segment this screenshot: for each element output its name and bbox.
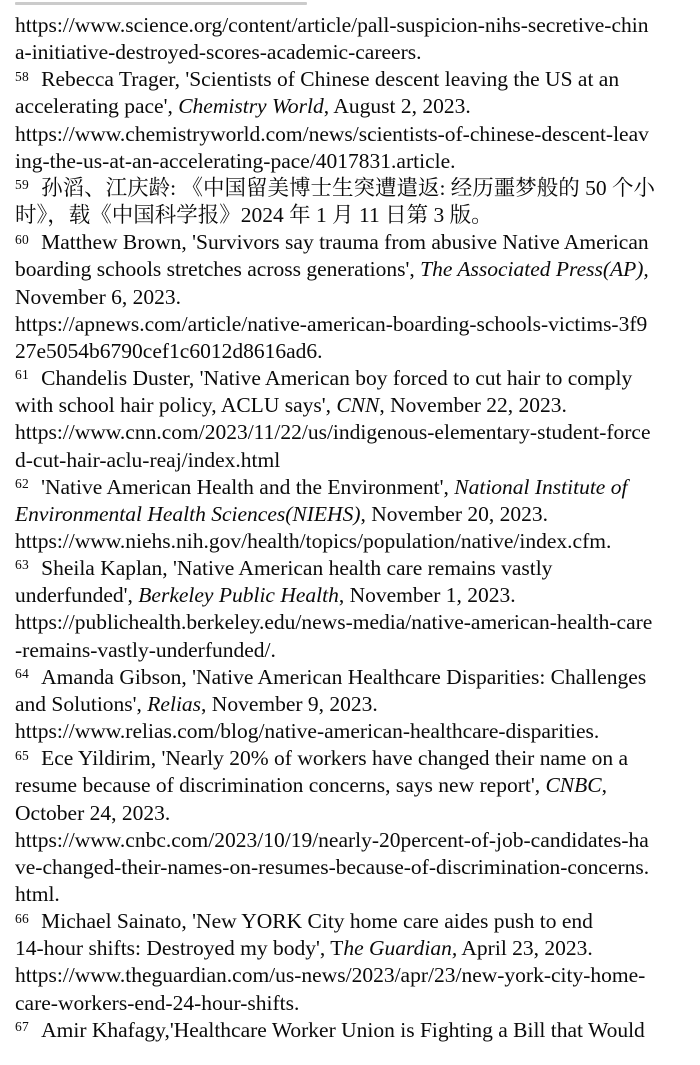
footnote-line (15, 908, 680, 935)
footnote-text: with school hair policy, ACLU says', (15, 393, 337, 418)
footnote-number: 59 (15, 177, 30, 193)
footnote-continuation-line (15, 827, 680, 854)
footnote-text: d-cut-hair-aclu-reaj/index.html (15, 447, 281, 472)
footnote-number: 64 (15, 666, 30, 682)
footnote-continuation-line (15, 935, 680, 962)
footnote-text: , November 9, 2023. (201, 691, 378, 716)
footnote-text: , November 1, 2023. (338, 583, 516, 608)
footnote-text: 时》，载《中国科学报》2024 年 1 月 11 日第 3 版。 (15, 203, 493, 228)
endnotes-body (15, 12, 680, 1044)
footnote-continuation-line (15, 12, 680, 39)
footnote-number: 66 (15, 910, 30, 926)
footnote-line (15, 365, 680, 392)
footnote-continuation-line (15, 854, 680, 881)
source-name-italic: CNBC (545, 773, 602, 798)
footnote-text: -remains-vastly-underfunded/. (15, 637, 276, 662)
source-name-italic: CNN (336, 393, 380, 418)
source-name-italic: National Institute of (454, 474, 628, 499)
footnote-line (15, 555, 680, 582)
footnote-text: resume because of discrimination concerns, says new report', (15, 773, 546, 798)
footnote-text: care-workers-end-24-hour-shifts. (15, 990, 300, 1015)
clipped-previous-line (15, 2, 307, 5)
footnote-continuation-line (15, 447, 680, 474)
footnote-text: https://www.cnbc.com/2023/10/19/nearly-20percent-of-job-candidates-ha (15, 827, 649, 852)
footnote-text: https://www.niehs.nih.gov/health/topics/population/native/index.cfm. (15, 528, 612, 553)
footnote-text: https://www.theguardian.com/us-news/2023/apr/23/new-york-city-home- (15, 963, 646, 988)
footnote-continuation-line (15, 990, 680, 1017)
footnote-continuation-line (15, 501, 680, 528)
footnote-continuation-line (15, 39, 680, 66)
source-name-italic: The Associated Press(AP), (420, 257, 649, 282)
source-name-italic: he Guardian, (343, 936, 458, 961)
footnote-text: 14-hour shifts: Destroyed my body', T (15, 936, 344, 961)
footnote-number: 65 (15, 747, 30, 763)
source-name-italic: Chemistry World (178, 94, 324, 119)
footnote-line (15, 66, 680, 93)
footnote-continuation-line (15, 691, 680, 718)
footnote-text: https://www.relias.com/blog/native-american-healthcare-disparities. (15, 719, 600, 744)
footnote-text: https://apnews.com/article/native-american-boarding-schools-victims-3f9 (15, 311, 648, 336)
footnote-continuation-line (15, 609, 680, 636)
footnote-text: , August 2, 2023. (323, 94, 471, 119)
footnote-text: Sheila Kaplan, 'Native American health care remains vastly (41, 556, 553, 581)
footnote-text: accelerating pace', (15, 94, 179, 119)
footnote-number: 61 (15, 367, 30, 383)
footnote-text: Matthew Brown, 'Survivors say trauma from abusive Native American (41, 230, 649, 255)
footnote-continuation-line (15, 148, 680, 175)
footnote-continuation-line (15, 93, 680, 120)
footnote-text: html. (15, 882, 60, 906)
footnote-continuation-line (15, 419, 680, 446)
footnote-text: underfunded', (15, 583, 139, 608)
footnote-text: , November 22, 2023. (379, 393, 567, 418)
footnote-continuation-line (15, 311, 680, 338)
footnote-continuation-line (15, 772, 680, 799)
footnote-text: Rebecca Trager, 'Scientists of Chinese descent leaving the US at an (41, 67, 620, 92)
footnote-text: ve-changed-their-names-on-resumes-because-of-discrimination-concerns. (15, 854, 650, 879)
footnote-line (15, 474, 680, 501)
footnote-continuation-line (15, 962, 680, 989)
footnote-text: Amir Khafagy,'Healthcare Worker Union is Fighting a Bill that Would (41, 1017, 645, 1042)
source-name-italic: Berkeley Public Health (138, 583, 339, 608)
footnote-line (15, 229, 680, 256)
footnote-continuation-line (15, 284, 680, 311)
footnote-text: Michael Sainato, 'New YORK City home care aides push to end (41, 909, 593, 934)
footnote-line (15, 1017, 680, 1044)
footnote-continuation-line (15, 528, 680, 555)
footnote-continuation-line (15, 338, 680, 365)
footnote-text: https://www.cnn.com/2023/11/22/us/indigenous-elementary-student-force (15, 420, 651, 445)
footnote-continuation-line (15, 637, 680, 664)
source-name-italic: Relias (147, 691, 202, 716)
footnote-text: a-initiative-destroyed-scores-academic-careers. (15, 40, 422, 65)
footnote-text: Ece Yildirim, 'Nearly 20% of workers have changed their name on a (41, 746, 629, 771)
footnote-text: boarding schools stretches across generations', (15, 257, 421, 282)
footnote-line (15, 664, 680, 691)
footnote-number: 58 (15, 68, 30, 84)
footnote-text: 27e5054b6790cef1c6012d8616ad6. (15, 338, 323, 363)
footnote-text: , (601, 773, 607, 798)
footnote-continuation-line (15, 256, 680, 283)
footnote-continuation-line (15, 202, 680, 229)
footnote-continuation-line (15, 392, 680, 419)
footnote-text: Amanda Gibson, 'Native American Healthcare Disparities: Challenges (41, 664, 647, 689)
footnote-line (15, 745, 680, 772)
footnote-text: October 24, 2023. (15, 800, 171, 825)
footnote-text: https://www.chemistryworld.com/news/scientists-of-chinese-descent-leav (15, 121, 649, 146)
footnote-text: https://publichealth.berkeley.edu/news-media/native-american-health-care (15, 610, 653, 635)
footnote-text: April 23, 2023. (457, 936, 593, 961)
footnote-continuation-line (15, 800, 680, 827)
footnote-text: 'Native American Health and the Environment', (41, 474, 455, 499)
footnote-text: https://www.science.org/content/article/pall-suspicion-nihs-secretive-chin (15, 13, 649, 37)
footnote-continuation-line (15, 582, 680, 609)
footnote-number: 62 (15, 476, 30, 491)
footnote-line (15, 175, 680, 202)
footnote-text: , November 20, 2023. (360, 501, 548, 526)
footnote-continuation-line (15, 121, 680, 148)
footnote-text: Chandelis Duster, 'Native American boy forced to cut hair to comply (41, 366, 633, 391)
footnote-continuation-line (15, 718, 680, 745)
footnote-text: and Solutions', (15, 691, 148, 716)
footnote-text: November 6, 2023. (15, 284, 181, 309)
source-name-italic: Environmental Health Sciences(NIEHS) (15, 501, 361, 526)
footnote-continuation-line (15, 881, 680, 908)
footnote-number: 67 (15, 1019, 30, 1035)
footnote-number: 60 (15, 231, 30, 247)
footnote-text: ing-the-us-at-an-accelerating-pace/4017831.article. (15, 148, 456, 173)
footnote-text: 孙滔、江庆龄: 《中国留美博士生突遭遣返: 经历噩梦般的 50 个小 (41, 175, 656, 200)
footnote-number: 63 (15, 557, 30, 573)
